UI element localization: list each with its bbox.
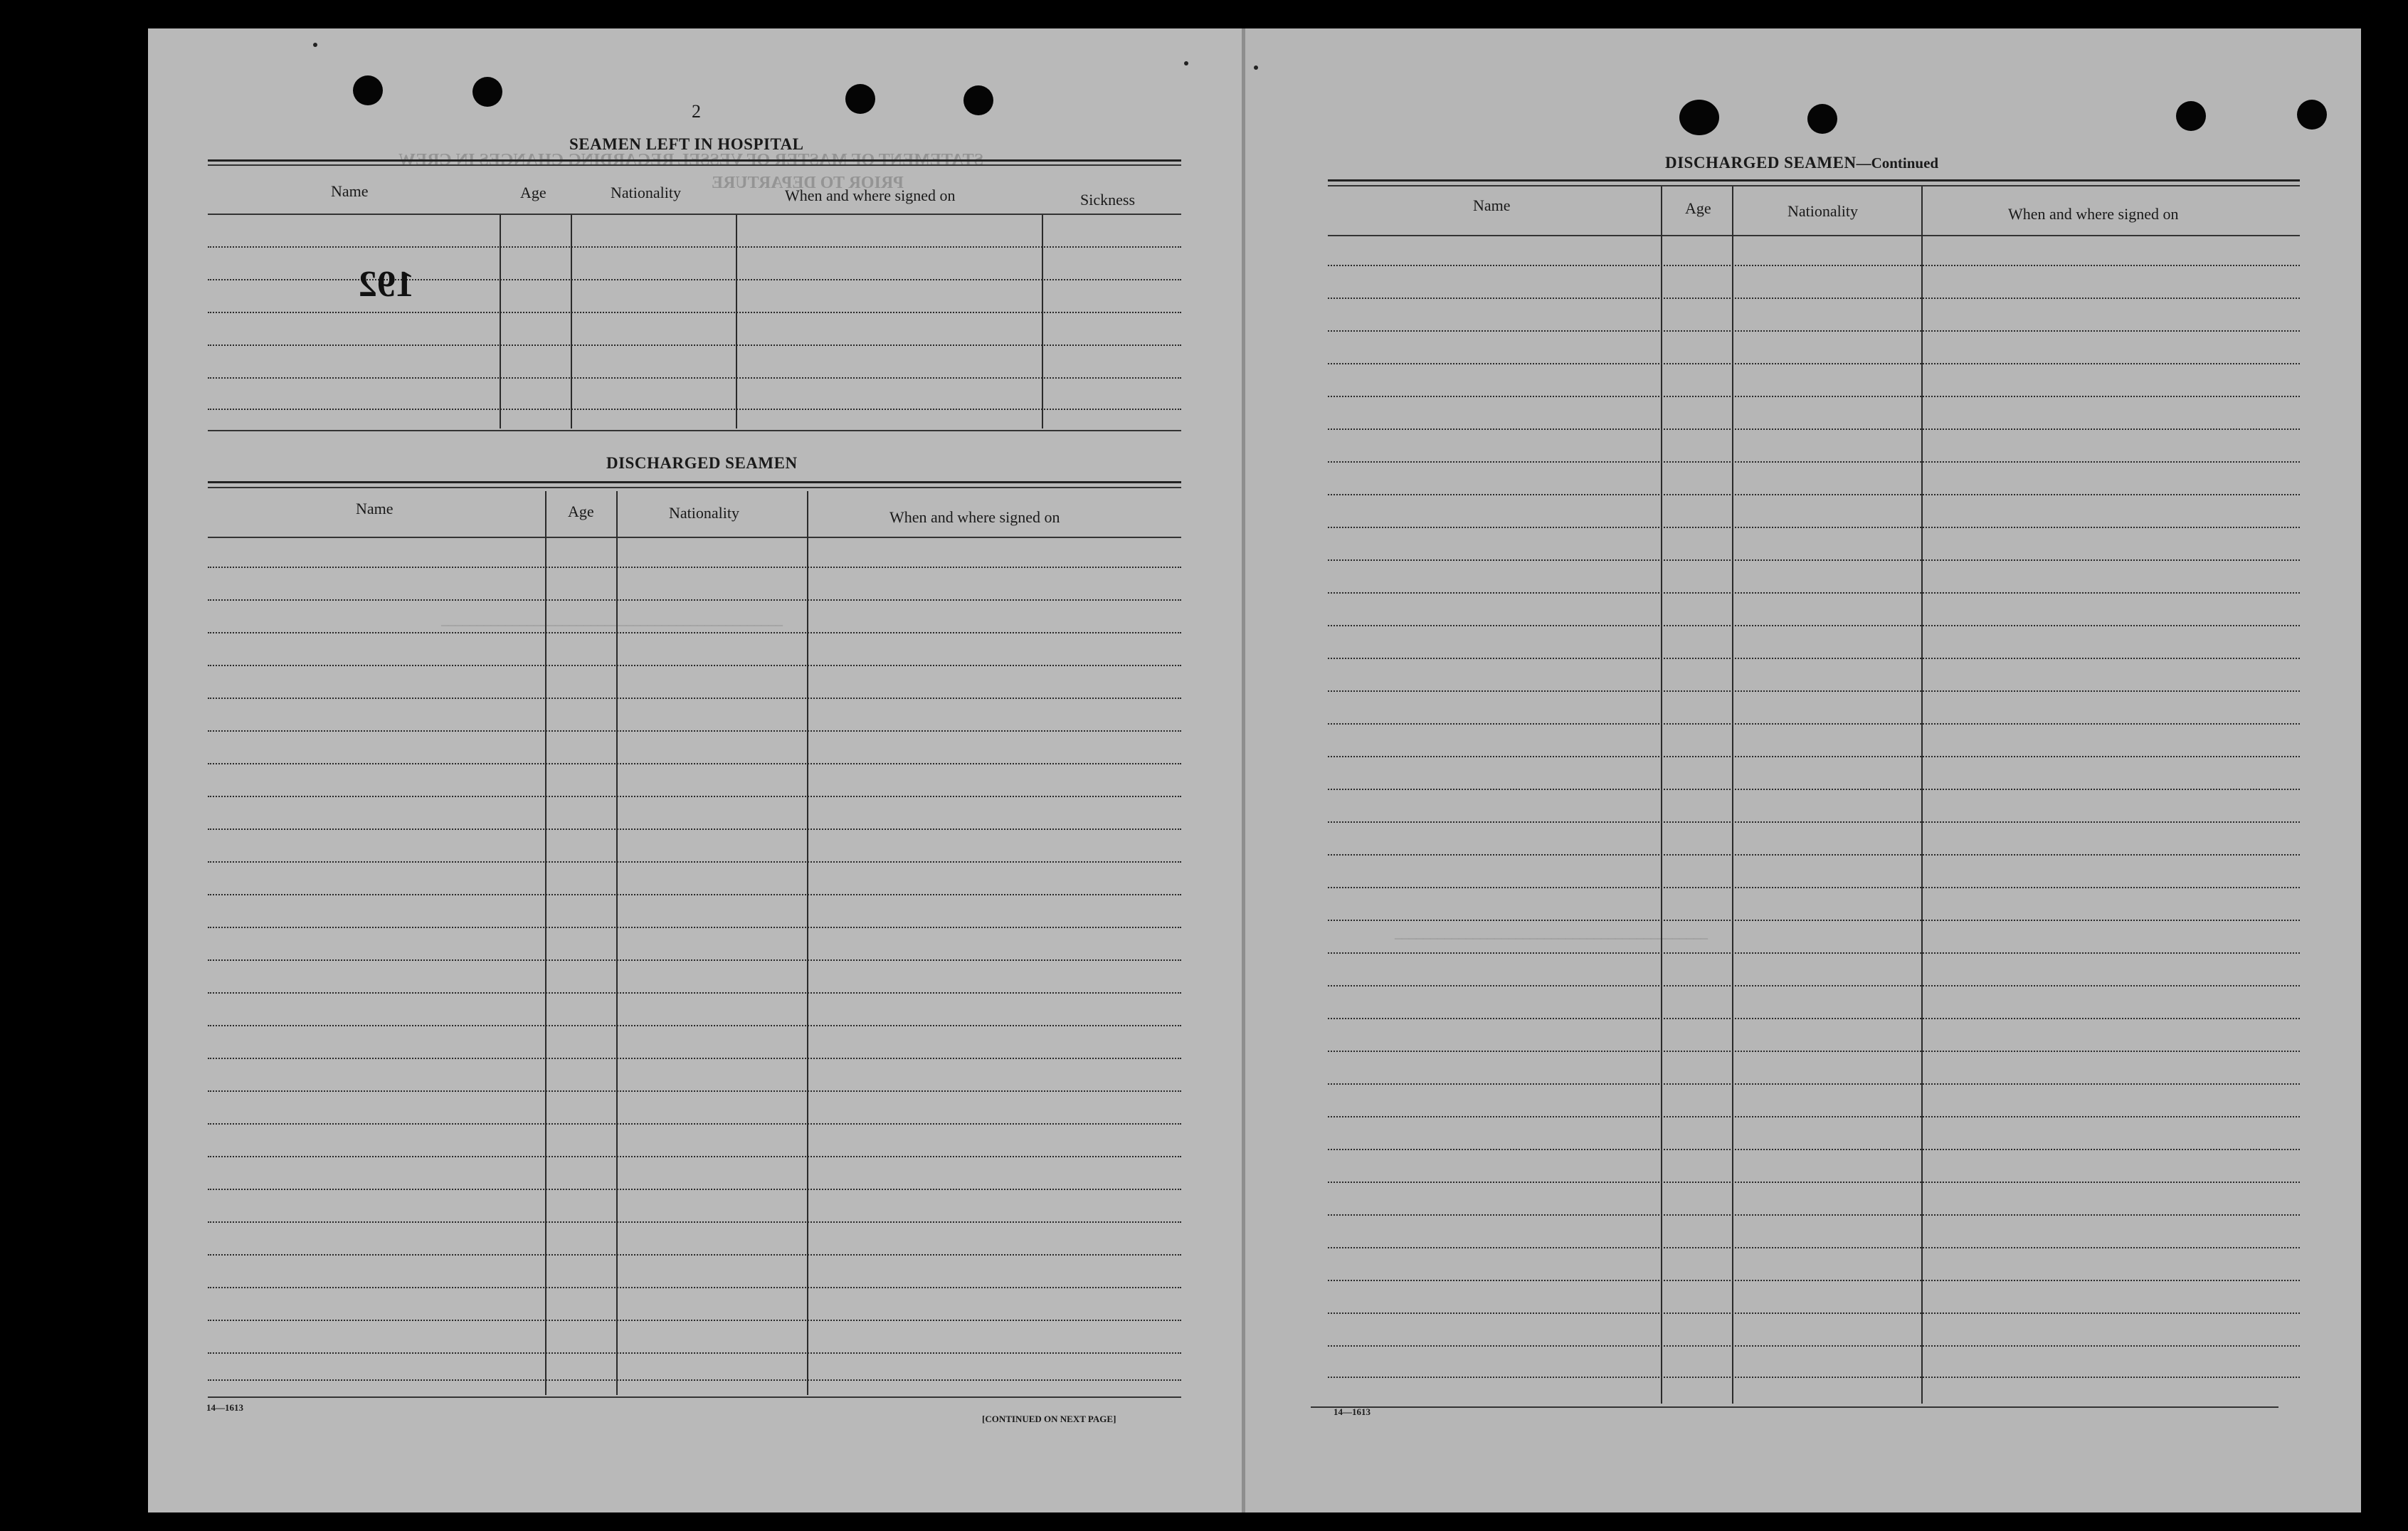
page-number: 2 (692, 101, 701, 122)
continued-table-bottom-rule (1311, 1406, 2278, 1408)
continued-row (1328, 1018, 2300, 1019)
discharged-row (208, 698, 1181, 699)
hospital-header-rule (208, 214, 1181, 215)
hospital-row (208, 409, 1181, 410)
hospital-section-title: SEAMEN LEFT IN HOSPITAL (569, 135, 804, 153)
discharged-header-rule (208, 537, 1181, 538)
continued-col-age: Age (1685, 199, 1711, 217)
discharged-row (208, 1320, 1181, 1321)
punch-hole (2176, 101, 2206, 131)
continued-row (1328, 1051, 2300, 1052)
continued-row (1328, 1377, 2300, 1378)
hospital-col-age: Age (520, 184, 546, 201)
discharged-row (208, 1025, 1181, 1026)
continued-col-divider (1661, 186, 1662, 1404)
hospital-row (208, 377, 1181, 379)
discharged-row (208, 1189, 1181, 1190)
continued-row (1328, 461, 2300, 463)
hospital-row (208, 279, 1181, 280)
discharged-table-bottom-rule (208, 1396, 1181, 1398)
hospital-col-signed-on: When and where signed on (785, 186, 956, 204)
continued-row (1328, 756, 2300, 757)
discharged-col-divider (807, 491, 808, 1395)
hospital-col-name: Name (331, 182, 369, 200)
hospital-col-nationality: Nationality (611, 184, 681, 201)
continued-row (1328, 887, 2300, 888)
continued-table-top-rule (1328, 179, 2300, 181)
discharged-section-title: DISCHARGED SEAMEN (606, 454, 798, 472)
page-fold (1242, 28, 1245, 1512)
bleed-through-text: STATEMENT OF MASTER OF VESSEL REGARDING CHANGES IN CREW (398, 151, 983, 169)
continued-note: [CONTINUED ON NEXT PAGE] (982, 1414, 1116, 1424)
hospital-row (208, 312, 1181, 313)
discharged-row (208, 599, 1181, 601)
discharged-row (208, 894, 1181, 895)
continued-row (1328, 723, 2300, 725)
discharged-table-top-rule (208, 481, 1181, 483)
continued-row (1328, 1182, 2300, 1183)
discharged-col-divider (616, 491, 618, 1395)
hospital-table-bottom-rule (208, 430, 1181, 431)
discharged-col-nationality: Nationality (669, 504, 739, 522)
continued-row (1328, 985, 2300, 987)
continued-row (1328, 821, 2300, 823)
hospital-col-sickness: Sickness (1080, 191, 1135, 209)
speck (313, 43, 317, 47)
discharged-col-signed-on: When and where signed on (889, 508, 1060, 526)
right-form-number: 14—1613 (1334, 1406, 1371, 1417)
continued-row (1328, 330, 2300, 332)
bleed-through-text: PRIOR TO DEPARTURE (712, 174, 904, 192)
handstamped-number: 192 (359, 264, 414, 305)
continued-row (1328, 592, 2300, 594)
hospital-row (208, 246, 1181, 248)
speck (1184, 61, 1188, 65)
form-number: 14—1613 (206, 1402, 243, 1413)
discharged-row (208, 1352, 1181, 1354)
discharged-row (208, 665, 1181, 666)
continued-row (1328, 1312, 2300, 1314)
punch-hole (963, 85, 993, 115)
discharged-row (208, 1287, 1181, 1288)
speck (1254, 65, 1258, 70)
discharged-row (208, 730, 1181, 732)
continued-row (1328, 1214, 2300, 1216)
hospital-row (208, 344, 1181, 346)
discharged-col-name: Name (356, 500, 394, 517)
discharged-continued-title-main: DISCHARGED SEAMEN (1665, 154, 1857, 172)
hospital-table-top-rule (208, 159, 1181, 162)
continued-row (1328, 854, 2300, 856)
discharged-continued-title-suffix: —Continued (1856, 154, 1939, 172)
continued-col-signed-on: When and where signed on (2008, 205, 2179, 223)
discharged-row (208, 796, 1181, 797)
punch-hole (2297, 100, 2327, 130)
punch-hole (845, 84, 875, 114)
continued-row (1328, 789, 2300, 790)
continued-row (1328, 1149, 2300, 1150)
right-page (1244, 28, 2361, 1512)
discharged-row (208, 567, 1181, 568)
punch-hole (1807, 104, 1837, 134)
continued-col-divider (1921, 186, 1923, 1404)
discharged-col-divider (545, 491, 546, 1395)
continued-row (1328, 396, 2300, 397)
discharged-row (208, 828, 1181, 830)
continued-row (1328, 265, 2300, 266)
punch-hole (472, 77, 502, 107)
continued-row (1328, 1083, 2300, 1085)
continued-row (1328, 559, 2300, 561)
continued-row (1328, 658, 2300, 659)
discharged-col-age: Age (568, 503, 594, 520)
discharged-row (208, 927, 1181, 928)
discharged-row (208, 763, 1181, 764)
continued-row (1328, 363, 2300, 364)
discharged-continued-title (1665, 154, 1938, 172)
continued-row (1328, 952, 2300, 954)
continued-row (1328, 1116, 2300, 1117)
discharged-row (208, 992, 1181, 994)
continued-col-divider (1732, 186, 1733, 1404)
discharged-row (208, 1379, 1181, 1381)
continued-col-name: Name (1473, 196, 1511, 214)
continued-row (1328, 494, 2300, 495)
continued-row (1328, 428, 2300, 430)
continued-table-top-rule (1328, 185, 2300, 186)
punch-hole (1679, 100, 1719, 135)
discharged-row (208, 861, 1181, 863)
punch-hole (353, 75, 383, 105)
continued-row (1328, 1247, 2300, 1248)
discharged-row (208, 1123, 1181, 1125)
continued-row (1328, 690, 2300, 692)
discharged-table-top-rule (208, 487, 1181, 488)
discharged-row (208, 1156, 1181, 1157)
continued-row (1328, 1280, 2300, 1281)
discharged-row (208, 1090, 1181, 1092)
bleed-through-text: ________________________________________________ (441, 612, 783, 628)
discharged-row (208, 1254, 1181, 1256)
continued-row (1328, 1345, 2300, 1347)
discharged-row (208, 1221, 1181, 1223)
bleed-through-text: ____________________________________________ (1395, 925, 1708, 941)
left-page (148, 28, 1244, 1512)
continued-header-rule (1328, 235, 2300, 236)
continued-row (1328, 527, 2300, 528)
hospital-table-top-rule (208, 164, 1181, 166)
continued-col-nationality: Nationality (1787, 202, 1858, 220)
continued-row (1328, 625, 2300, 626)
discharged-row (208, 959, 1181, 961)
continued-row (1328, 920, 2300, 921)
continued-row (1328, 298, 2300, 299)
discharged-row (208, 632, 1181, 633)
discharged-row (208, 1058, 1181, 1059)
